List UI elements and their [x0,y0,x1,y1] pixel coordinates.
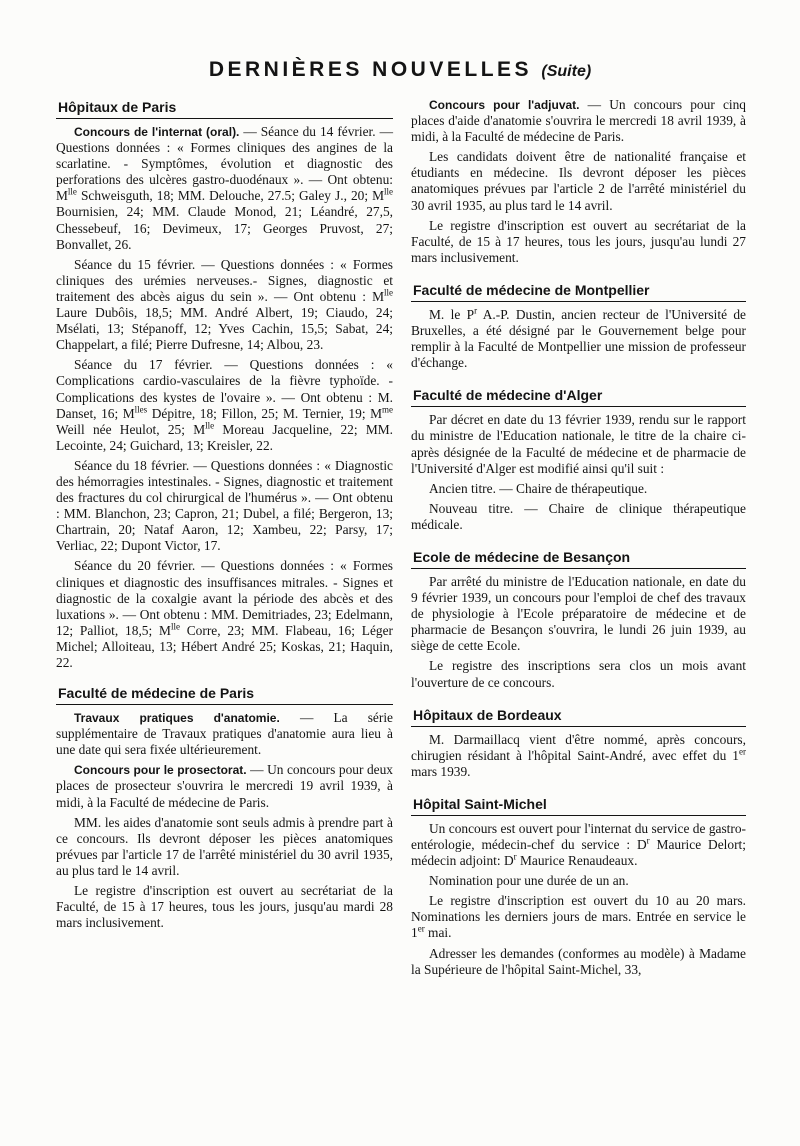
text-run: Corre, 23; MM. Flabeau, 16; Léger Michel; Alloiteau, 13; Hébert André 25; Koskas, 21; Haquin, 22. [56,622,394,670]
section-heading-montpellier: Faculté de médecine de Montpellier [411,280,746,302]
article-paragraph: Séance du 18 février. — Questions données : « Diagnostic des hémorragies intestinales. - Signes, diagnostic et traitement des fractures du col chirurgical de l'humérus ». — Ont obtenu : MM. Blanchon, 23; Capron, 21; Dubel, a filé; Bergeron, 13; Chartrain, 20; Nataf Aaron, 12; Xambeu, 22; Parsy, 17; Verliac, 22; Dupont Victor, 17. [56,457,393,554]
text-run: — Un concours pour cinq places d'aide d'anatomie s'ouvrira le mercredi 18 avril 1939, à midi, à la Faculté de médecine de Paris. [411,97,746,145]
article-paragraph: Nomination pour une durée de un an. [429,873,629,889]
title-suite: (Suite) [541,63,592,80]
text-run: — Séance du 14 février. — Questions données : « Formes cliniques des angines de la scarlatine. - Symptômes, évolution et diagnostic des perforations des ulcères gastro-duodénaux ». — Ont obtenu: M [56,124,393,204]
text-run: A.-P. Dustin, ancien recteur de l'Université de Bruxelles, a été désigné par le Gouvernement belge pour remplir à la Faculté de Montpellier une mission de professeur d'échange. [411,306,747,371]
superscript: lle [384,287,393,298]
text-run: M. Darmaillacq vient d'être nommé, après concours, chirugien résidant à l'hôpital Saint-André, avec effet du 1 [411,731,746,763]
article-paragraph: Le registre d'inscription est ouvert au secrétariat de la Faculté, de 15 à 17 heures, tous les jours, jusqu'au mardi 28 mars inclusivement. [56,883,393,931]
article-paragraph: Les candidats doivent être de nationalité française et étudiants en médecine. Ils devront déposer les pièces anatomiques prévues par l'article 2 de l'arrêté ministériel du 30 avril 1935, au plus tard le 14 avril. [411,149,746,213]
text-run: Maurice Delort; médecin adjoint: D [411,837,746,869]
right-column [411,97,746,982]
article-paragraph: Le registre d'inscription est ouvert au secrétariat de la Faculté, de 15 à 17 heures, tous les jours, jusqu'au lundi 27 mars inclusivement. [411,217,746,265]
superscript: er [739,746,746,757]
superscript: r [474,305,478,316]
text-run: Schweisguth, 18; MM. Delouche, 27.5; Galey J., 20; M [76,188,384,204]
title-text: DERNIÈRES NOUVELLES [208,58,533,81]
superscript: lle [170,621,180,632]
article-paragraph [411,893,746,941]
superscript: r [646,835,650,846]
text-run: mars 1939. [411,763,471,779]
text-run: Séance du 20 février. — Questions données : « Formes cliniques et diagnostic des insuffisances mitrales. - Signes et diagnostic de la coxalgie avant la période des abcès et des luxations ». — Ont obtenu : MM. Demitriades, 23; Edelmann, 12; Palliot, 18,5; M [56,558,393,638]
superscript: lles [134,404,148,415]
text-run: Un concours est ouvert pour l'internat du service de gastro-entérologie, médecin-chef du service : D [411,820,746,852]
article-paragraph: Adresser les demandes (conformes au modèle) à Madame la Supérieure de l'hôpital Saint-Michel, 33, [411,945,746,977]
text-run: — Un concours pour deux places de prosecteur s'ouvrira le mercredi 19 avril 1939, à midi, à la Faculté de médecine de Paris. [56,762,393,810]
article-paragraph [56,762,393,810]
article-paragraph [56,124,393,253]
article-label: Concours pour le prosectorat. [74,763,247,778]
superscript: r [513,851,517,862]
text-run: Bournisien, 24; MM. Claude Monod, 21; Léandré, 27,5, Chessebeuf, 16; Devimeux, 17; Georges Pruvost, 27; Bonvallet, 26. [56,204,393,252]
text-run: Le registre d'inscription est ouvert du 10 au 20 mars. Nominations les derniers jours de mars. Entrée en service le 1 [411,893,746,941]
superscript: lle [67,186,77,197]
article-paragraph [411,307,746,371]
article-paragraph: Par décret en date du 13 février 1939, rendu sur le rapport du ministre de l'Education nationale, le titre de la chaire ci-après désignée de la Faculté de médecine et de pharmacie de l'Université d'Alger est modifié ainsi qu'il suit : [411,412,746,476]
superscript: er [417,924,425,934]
text-run: M. le P [429,306,475,322]
section-heading-alger: Faculté de médecine d'Alger [411,385,746,407]
section-heading-saint-michel: Hôpital Saint-Michel [411,794,746,816]
section-heading-hopitaux-paris: Hôpitaux de Paris [56,97,393,119]
article-paragraph [56,710,393,758]
article-paragraph [411,821,746,869]
text-run: Séance du 17 février. — Questions données : « Complications cardio-vasculaires de la fièvre typhoïde. - Complications des kystes de l'ovaire ». — Ont obtenu : M. Danset, 16; M [56,357,393,421]
text-run: — La série supplémentaire de Travaux pratiques d'anatomie aura lieu à une date qui sera fixée ultérieurement. [56,710,393,758]
page-title [0,58,800,82]
article-label: Concours pour l'adjuvat. [429,98,580,112]
article-paragraph [411,732,746,780]
article-paragraph [411,97,746,145]
left-column [56,97,393,935]
text-run: Séance du 15 février. — Questions données : « Formes cliniques des urémies nerveuses.- Signes, diagnostic et traitement des abcès aigus du sein ». — Ont obtenu : M [56,256,393,304]
text-run: Weill née Heulot, 25; M [56,421,206,437]
article-label: Travaux pratiques d'anatomie. [74,711,280,726]
superscript: lle [205,420,215,431]
article-paragraph: Par arrêté du ministre de l'Education nationale, en date du 9 février 1939, un concours pour l'emploi de chef des travaux de physiologie à l'Ecole préparatoire de médecine et de pharmacie de Besançon s'ouvrira, le lundi 26 juin 1939, au siège de cette Ecole. [411,573,746,654]
text-run: Maurice Renaudeaux. [516,853,638,869]
superscript: me [382,404,394,415]
section-heading-faculte-paris: Faculté de médecine de Paris [56,683,393,705]
article-paragraph: Ancien titre. — Chaire de thérapeutique. [429,480,648,496]
article-paragraph [56,257,393,354]
text-run: mai. [424,925,452,941]
article-paragraph: Le registre des inscriptions sera clos un mois avant l'ouverture de ce concours. [411,658,746,690]
article-paragraph [56,357,393,454]
superscript: lle [384,186,393,197]
article-paragraph: Nouveau titre. — Chaire de clinique thérapeutique médicale. [411,500,746,532]
section-heading-bordeaux: Hôpitaux de Bordeaux [411,705,746,727]
section-heading-besancon: Ecole de médecine de Besançon [411,547,746,569]
text-run: Laure Dubôis, 18,5; MM. André Albert, 19; Ciaudo, 24; Msélati, 13; Stépanoff, 12; Yves Cachin, 15,5; Sabat, 24; Chappelart, a filé; Pierre Dufresne, 14; Albou, 23. [56,305,393,353]
article-paragraph: MM. les aides d'anatomie sont seuls admis à prendre part à ce concours. Ils devront déposer les pièces anatomiques prévues par l'article 17 de l'arrêté ministériel du 30 avril 1935, au plus tard le 14 avril. [56,814,393,878]
article-label: Concours de l'internat (oral). [74,125,240,139]
text-run: Moreau Jacqueline, 22; MM. Lecointe, 24; Guichard, 13; Kreisler, 22. [56,421,393,453]
text-run: Dépitre, 18; Fillon, 25; M. Ternier, 19; M [147,405,383,421]
article-paragraph [56,558,393,671]
